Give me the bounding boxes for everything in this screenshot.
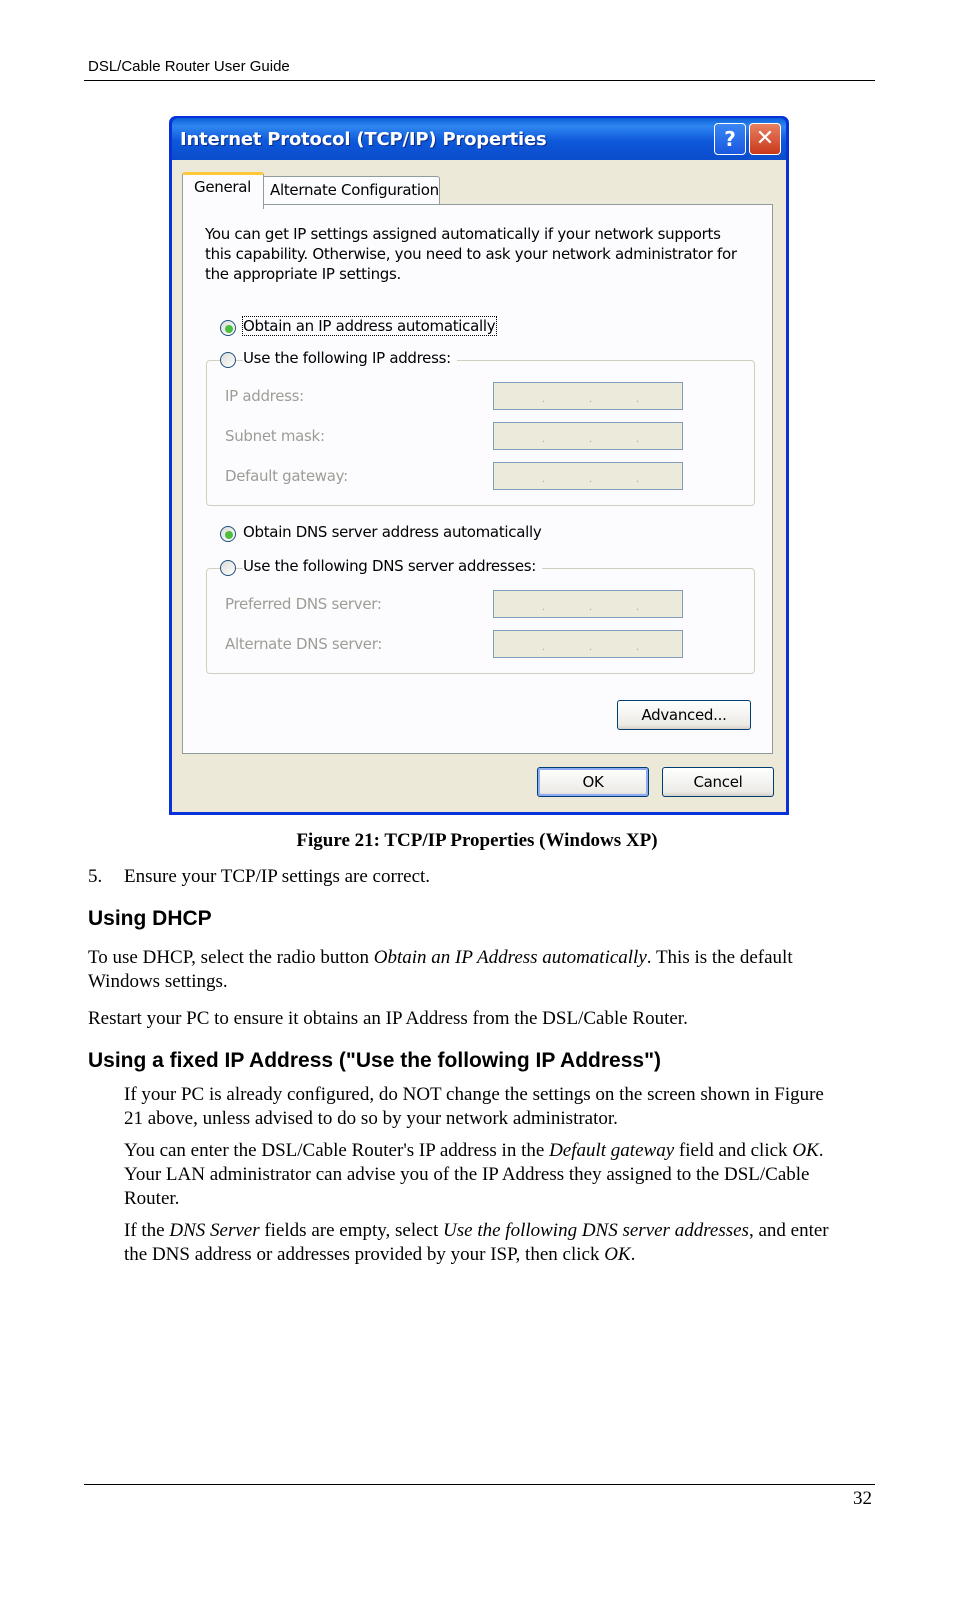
fixed-paragraph-1: If your PC is already configured, do NOT change the settings on the screen shown in Figure 21 above, unless advised to do so by your network administrator. — [124, 1084, 824, 1129]
radio-obtain-dns-label[interactable]: Obtain DNS server address automatically — [243, 523, 542, 541]
fixed-paragraph-2 — [124, 1139, 854, 1211]
ip-address-label: IP address: — [225, 387, 304, 405]
ip-octet-dot: . — [636, 471, 639, 485]
figure-caption: Figure 21: TCP/IP Properties (Windows XP) — [296, 830, 658, 851]
ip-octet-dot: . — [542, 471, 545, 485]
radio-selected-dot — [225, 531, 233, 539]
text-run: field and click — [674, 1140, 793, 1161]
text-run: , and enter the DNS address or addresses provided by your ISP, then click — [124, 1220, 829, 1265]
radio-obtain-ip[interactable] — [220, 320, 236, 336]
default-gateway-label: Default gateway: — [225, 467, 348, 485]
ip-octet-dot: . — [636, 599, 639, 613]
ip-address-field[interactable] — [493, 382, 683, 410]
running-header: DSL/Cable Router User Guide — [88, 58, 290, 75]
cancel-button[interactable]: Cancel — [662, 767, 774, 797]
ip-octet-dot: . — [542, 599, 545, 613]
subnet-mask-label: Subnet mask: — [225, 427, 325, 445]
step-text: Ensure your TCP/IP settings are correct. — [124, 866, 431, 887]
dhcp-paragraph-2: Restart your PC to ensure it obtains an IP Address from the DSL/Cable Router. — [88, 1008, 688, 1029]
italic-text-run: Obtain an IP Address automatically — [373, 947, 647, 968]
preferred-dns-field[interactable] — [493, 590, 683, 618]
ip-octet-dot: . — [589, 471, 592, 485]
radio-use-ip-label[interactable]: Use the following IP address: — [243, 349, 457, 367]
close-button[interactable]: ✕ — [749, 123, 781, 155]
ip-octet-dot: . — [589, 599, 592, 613]
text-run: . Your LAN administrator can advise you of the IP Address they assigned to the DSL/Cable Router. — [124, 1140, 824, 1209]
page-number: 32 — [853, 1488, 872, 1509]
ok-button[interactable]: OK — [537, 767, 649, 797]
text-run: To use DHCP, select the radio button — [88, 947, 374, 968]
text-run: . This is the default Windows settings. — [88, 947, 793, 992]
italic-text-run: Default gateway — [549, 1140, 675, 1161]
text-run: . — [630, 1244, 636, 1265]
radio-use-dns-label[interactable]: Use the following DNS server addresses: — [243, 557, 542, 575]
tab-alternate-configuration[interactable] — [262, 176, 440, 207]
dialog-description: You can get IP settings assigned automatically if your network supports this capability. Otherwise, you need to ask your network administrator for the appropriate IP settings. — [205, 225, 737, 283]
heading-using-fixed-ip: Using a fixed IP Address ("Use the following IP Address") — [88, 1049, 662, 1072]
tab-alternate-configuration-label: Alternate Configuration — [270, 181, 439, 199]
step-number: 5. — [88, 866, 103, 887]
alternate-dns-field[interactable] — [493, 630, 683, 658]
italic-text-run: OK — [792, 1140, 819, 1161]
dialog-title: Internet Protocol (TCP/IP) Properties — [180, 129, 547, 150]
ip-octet-dot: . — [542, 431, 545, 445]
fixed-paragraph-3 — [124, 1219, 854, 1267]
radio-obtain-dns[interactable] — [220, 526, 236, 542]
italic-text-run: DNS Server — [169, 1220, 260, 1241]
tab-general-label: General — [194, 178, 252, 196]
dns-server-group — [206, 568, 755, 674]
text-run: fields are empty, select — [259, 1220, 444, 1241]
ip-octet-dot: . — [589, 639, 592, 653]
help-button[interactable]: ? — [714, 123, 746, 155]
footer-rule — [84, 1484, 875, 1485]
ip-octet-dot: . — [589, 391, 592, 405]
radio-use-dns[interactable] — [220, 560, 236, 576]
dhcp-paragraph-1 — [88, 946, 868, 994]
ip-octet-dot: . — [636, 391, 639, 405]
tab-general[interactable] — [182, 172, 264, 209]
ip-octet-dot: . — [542, 639, 545, 653]
heading-using-dhcp: Using DHCP — [88, 907, 212, 930]
ip-octet-dot: . — [589, 431, 592, 445]
radio-selected-dot — [225, 325, 233, 333]
advanced-button[interactable]: Advanced... — [617, 700, 751, 730]
subnet-mask-field[interactable] — [493, 422, 683, 450]
text-run: If the — [124, 1220, 170, 1241]
ip-octet-dot: . — [636, 431, 639, 445]
header-rule — [84, 80, 875, 81]
radio-obtain-ip-label[interactable]: Obtain an IP address automatically — [243, 317, 496, 335]
italic-text-run: Use the following DNS server addresses — [443, 1220, 749, 1241]
ip-octet-dot: . — [636, 639, 639, 653]
radio-use-ip[interactable] — [220, 352, 236, 368]
ip-octet-dot: . — [542, 391, 545, 405]
preferred-dns-label: Preferred DNS server: — [225, 595, 382, 613]
alternate-dns-label: Alternate DNS server: — [225, 635, 383, 653]
italic-text-run: OK — [604, 1244, 631, 1265]
text-run: You can enter the DSL/Cable Router's IP address in the — [124, 1140, 550, 1161]
default-gateway-field[interactable] — [493, 462, 683, 490]
